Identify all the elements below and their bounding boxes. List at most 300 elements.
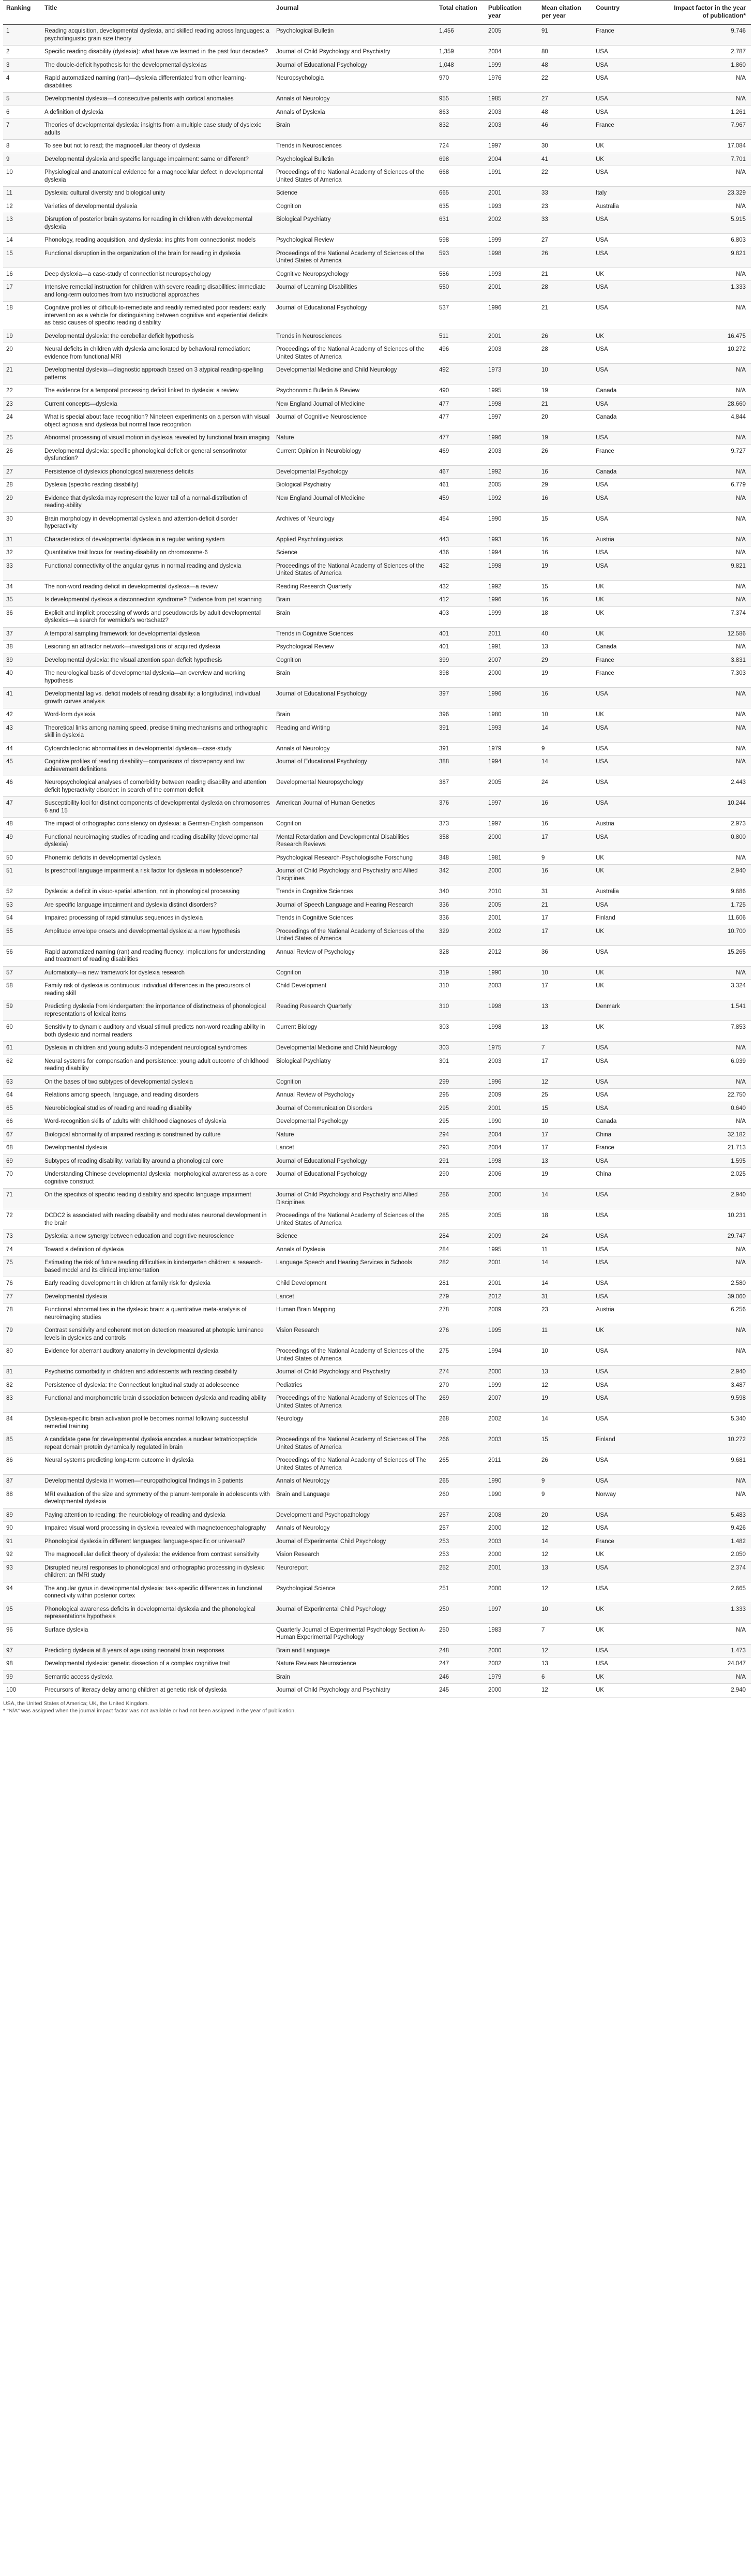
cell-publication-year: 2000	[485, 831, 538, 851]
cell-mean-citation: 46	[538, 119, 593, 140]
cell-ranking: 32	[3, 546, 41, 560]
cell-mean-citation: 10	[538, 364, 593, 384]
cell-ranking: 57	[3, 966, 41, 980]
cell-ranking: 34	[3, 580, 41, 594]
cell-country: USA	[593, 945, 668, 966]
cell-mean-citation: 10	[538, 1603, 593, 1623]
cell-impact-factor: 5.483	[668, 1508, 751, 1522]
cell-impact-factor: 24.047	[668, 1657, 751, 1671]
cell-ranking: 11	[3, 187, 41, 200]
table-row	[3, 1413, 751, 1433]
cell-country: UK	[593, 865, 668, 885]
table-row	[3, 708, 751, 722]
cell-mean-citation: 12	[538, 1522, 593, 1535]
cell-country: UK	[593, 140, 668, 153]
cell-journal: Developmental Medicine and Child Neurology	[273, 1042, 436, 1055]
cell-journal: Developmental Medicine and Child Neurology	[273, 364, 436, 384]
cell-publication-year: 2009	[485, 1304, 538, 1324]
cell-mean-citation: 16	[538, 865, 593, 885]
cell-ranking: 63	[3, 1075, 41, 1089]
cell-ranking: 55	[3, 925, 41, 945]
cell-total-citation: 294	[436, 1128, 485, 1142]
cell-total-citation: 286	[436, 1189, 485, 1209]
cell-mean-citation: 14	[538, 756, 593, 776]
table-row	[3, 1000, 751, 1021]
cell-title: Intensive remedial instruction for children with severe reading disabilities: immediate and long-term outcomes from two instructional approaches	[41, 281, 273, 302]
cell-ranking: 29	[3, 492, 41, 512]
table-row	[3, 411, 751, 432]
cell-title: Semantic access dyslexia	[41, 1670, 273, 1684]
cell-country: USA	[593, 46, 668, 59]
cell-journal: Lancet	[273, 1142, 436, 1155]
cell-total-citation: 403	[436, 606, 485, 627]
cell-total-citation: 635	[436, 200, 485, 213]
cell-country: USA	[593, 234, 668, 247]
cell-publication-year: 2000	[485, 1366, 538, 1379]
cell-journal: Journal of Speech Language and Hearing Research	[273, 898, 436, 912]
cell-total-citation: 282	[436, 1256, 485, 1277]
cell-ranking: 9	[3, 153, 41, 166]
cell-ranking: 87	[3, 1475, 41, 1488]
cell-mean-citation: 11	[538, 1324, 593, 1345]
cell-impact-factor: N/A	[668, 512, 751, 533]
cell-ranking: 90	[3, 1522, 41, 1535]
cell-ranking: 47	[3, 797, 41, 818]
cell-publication-year: 2002	[485, 925, 538, 945]
cell-total-citation: 348	[436, 851, 485, 865]
cell-country: USA	[593, 1256, 668, 1277]
cell-title: A definition of dyslexia	[41, 106, 273, 119]
cell-ranking: 100	[3, 1684, 41, 1697]
cell-journal: Journal of Educational Psychology	[273, 58, 436, 72]
cell-total-citation: 265	[436, 1475, 485, 1488]
cell-publication-year: 2007	[485, 654, 538, 667]
cell-ranking: 51	[3, 865, 41, 885]
cell-journal: Annals of Neurology	[273, 93, 436, 106]
table-row	[3, 945, 751, 966]
cell-mean-citation: 17	[538, 925, 593, 945]
cell-total-citation: 265	[436, 1454, 485, 1475]
cell-mean-citation: 48	[538, 58, 593, 72]
cell-impact-factor: 2.665	[668, 1582, 751, 1603]
cell-country: USA	[593, 1089, 668, 1102]
table-row	[3, 46, 751, 59]
cell-ranking: 35	[3, 594, 41, 607]
table-row	[3, 465, 751, 479]
cell-mean-citation: 18	[538, 1209, 593, 1230]
table-row	[3, 25, 751, 46]
cell-total-citation: 586	[436, 268, 485, 281]
cell-impact-factor: N/A	[668, 1042, 751, 1055]
cell-ranking: 24	[3, 411, 41, 432]
cell-country: Norway	[593, 1488, 668, 1508]
cell-title: DCDC2 is associated with reading disability and modulates neuronal development in the brain	[41, 1209, 273, 1230]
cell-mean-citation: 27	[538, 93, 593, 106]
cell-journal: Child Development	[273, 1277, 436, 1291]
cell-impact-factor: 1.473	[668, 1644, 751, 1657]
cell-title: Functional abnormalities in the dyslexic brain: a quantitative meta-analysis of neuroimaging studies	[41, 1304, 273, 1324]
cell-title: Are specific language impairment and dyslexia distinct disorders?	[41, 898, 273, 912]
cell-mean-citation: 10	[538, 1115, 593, 1129]
table-row	[3, 1366, 751, 1379]
cell-ranking: 81	[3, 1366, 41, 1379]
cell-publication-year: 2004	[485, 46, 538, 59]
cell-ranking: 7	[3, 119, 41, 140]
cell-impact-factor: N/A	[668, 465, 751, 479]
table-row	[3, 831, 751, 851]
cell-country: UK	[593, 1623, 668, 1644]
cell-total-citation: 295	[436, 1102, 485, 1115]
cell-country: USA	[593, 1657, 668, 1671]
cell-total-citation: 593	[436, 247, 485, 268]
cell-country: USA	[593, 281, 668, 302]
cell-country: UK	[593, 1324, 668, 1345]
cell-title: The double-deficit hypothesis for the developmental dyslexias	[41, 58, 273, 72]
cell-total-citation: 668	[436, 166, 485, 187]
cell-mean-citation: 26	[538, 330, 593, 343]
cell-mean-citation: 41	[538, 153, 593, 166]
cell-ranking: 17	[3, 281, 41, 302]
cell-ranking: 5	[3, 93, 41, 106]
cell-country: France	[593, 667, 668, 688]
cell-title: A temporal sampling framework for developmental dyslexia	[41, 627, 273, 641]
table-row	[3, 1684, 751, 1697]
cell-journal: Cognition	[273, 818, 436, 831]
cell-country: USA	[593, 1189, 668, 1209]
cell-mean-citation: 9	[538, 851, 593, 865]
cell-impact-factor: N/A	[668, 200, 751, 213]
cell-title: Predicting dyslexia at 8 years of age using neonatal brain responses	[41, 1644, 273, 1657]
cell-title: Functional disruption in the organization of the brain for reading in dyslexia	[41, 247, 273, 268]
cell-country: France	[593, 654, 668, 667]
cell-mean-citation: 26	[538, 445, 593, 465]
cell-publication-year: 2002	[485, 213, 538, 234]
cell-ranking: 49	[3, 831, 41, 851]
table-row	[3, 1657, 751, 1671]
cell-title: Understanding Chinese developmental dyslexia: morphological awareness as a core cognitive construct	[41, 1168, 273, 1189]
cell-journal: Psychological Bulletin	[273, 25, 436, 46]
cell-journal: Proceedings of the National Academy of Sciences of the United States of America	[273, 559, 436, 580]
cell-journal: Nature Reviews Neuroscience	[273, 1657, 436, 1671]
cell-country: UK	[593, 606, 668, 627]
header-publication-year: Publication year	[485, 1, 538, 25]
cell-impact-factor: 0.640	[668, 1102, 751, 1115]
cell-country: UK	[593, 330, 668, 343]
table-row	[3, 1582, 751, 1603]
cell-title: Dyslexia: a new synergy between education and cognitive neuroscience	[41, 1230, 273, 1243]
cell-impact-factor: 7.701	[668, 153, 751, 166]
cell-country: Italy	[593, 187, 668, 200]
cell-journal: Proceedings of the National Academy of Sciences of the United States of America	[273, 343, 436, 364]
cell-publication-year: 1994	[485, 756, 538, 776]
table-row	[3, 72, 751, 93]
cell-total-citation: 295	[436, 1089, 485, 1102]
cell-impact-factor: 7.374	[668, 606, 751, 627]
cell-publication-year: 2000	[485, 1522, 538, 1535]
cell-total-citation: 250	[436, 1623, 485, 1644]
cell-mean-citation: 24	[538, 776, 593, 797]
cell-publication-year: 2001	[485, 1277, 538, 1291]
cell-publication-year: 2005	[485, 1209, 538, 1230]
cell-mean-citation: 16	[538, 465, 593, 479]
cell-impact-factor: 9.746	[668, 25, 751, 46]
cell-journal: Proceedings of the National Academy of Sciences of The United States of America	[273, 1433, 436, 1454]
cell-total-citation: 490	[436, 384, 485, 398]
cell-journal: Psychological Research-Psychologische Forschung	[273, 851, 436, 865]
cell-journal: Trends in Cognitive Sciences	[273, 912, 436, 925]
cell-journal: Psychological Review	[273, 641, 436, 654]
cell-total-citation: 376	[436, 797, 485, 818]
table-row	[3, 606, 751, 627]
cell-country: France	[593, 445, 668, 465]
cell-title: Disrupted neural responses to phonological and orthographic processing in dyslexic children: an fMRI study	[41, 1561, 273, 1582]
cell-ranking: 33	[3, 559, 41, 580]
table-row	[3, 1603, 751, 1623]
cell-total-citation: 319	[436, 966, 485, 980]
cell-impact-factor: 10.700	[668, 925, 751, 945]
cell-ranking: 36	[3, 606, 41, 627]
cell-title: Is developmental dyslexia a disconnection syndrome? Evidence from pet scanning	[41, 594, 273, 607]
cell-impact-factor: N/A	[668, 492, 751, 512]
cell-impact-factor: 2.050	[668, 1548, 751, 1562]
cell-total-citation: 284	[436, 1230, 485, 1243]
cell-country: USA	[593, 364, 668, 384]
cell-publication-year: 2007	[485, 1392, 538, 1413]
cell-country: USA	[593, 1366, 668, 1379]
cell-title: The evidence for a temporal processing deficit linked to dyslexia: a review	[41, 384, 273, 398]
cell-journal: Annals of Neurology	[273, 742, 436, 756]
cell-country: UK	[593, 966, 668, 980]
cell-mean-citation: 17	[538, 1055, 593, 1075]
table-row	[3, 1243, 751, 1256]
cell-ranking: 1	[3, 25, 41, 46]
cell-publication-year: 1979	[485, 1670, 538, 1684]
cell-journal: Annals of Dyslexia	[273, 106, 436, 119]
cell-title: Estimating the risk of future reading difficulties in kindergarten children: a research-based model and its clinical implementation	[41, 1256, 273, 1277]
cell-mean-citation: 14	[538, 1189, 593, 1209]
table-row	[3, 851, 751, 865]
cell-country: Austria	[593, 533, 668, 546]
cell-publication-year: 2009	[485, 1089, 538, 1102]
table-row	[3, 1548, 751, 1562]
cell-impact-factor: N/A	[668, 533, 751, 546]
table-row	[3, 119, 751, 140]
cell-ranking: 4	[3, 72, 41, 93]
cell-title: Cognitive profiles of difficult-to-remediate and readily remediated poor readers: early intervention as a vehicle for distinguishing between cognitive and experiential deficits as basic causes of specific reading disability	[41, 302, 273, 330]
cell-journal: Cognitive Neuropsychology	[273, 268, 436, 281]
table-row	[3, 445, 751, 465]
cell-publication-year: 1992	[485, 580, 538, 594]
table-row	[3, 1168, 751, 1189]
cell-mean-citation: 19	[538, 559, 593, 580]
cell-country: UK	[593, 153, 668, 166]
cell-title: Neurobiological studies of reading and reading disability	[41, 1102, 273, 1115]
cell-mean-citation: 14	[538, 1256, 593, 1277]
cell-impact-factor: N/A	[668, 1243, 751, 1256]
cell-ranking: 15	[3, 247, 41, 268]
cell-ranking: 37	[3, 627, 41, 641]
cell-publication-year: 1990	[485, 1475, 538, 1488]
cell-title: Psychiatric comorbidity in children and adolescents with reading disability	[41, 1366, 273, 1379]
cell-mean-citation: 10	[538, 1345, 593, 1366]
table-row	[3, 187, 751, 200]
cell-mean-citation: 12	[538, 1684, 593, 1697]
cell-total-citation: 398	[436, 667, 485, 688]
cell-title: Developmental dyslexia: genetic dissection of a complex cognitive trait	[41, 1657, 273, 1671]
cell-impact-factor: N/A	[668, 641, 751, 654]
header-impact-factor: Impact factor in the year of publication*	[668, 1, 751, 25]
cell-ranking: 31	[3, 533, 41, 546]
cell-journal: Journal of Child Psychology and Psychiatry	[273, 1684, 436, 1697]
cell-title: Dyslexia in children and young adults-3 independent neurological syndromes	[41, 1042, 273, 1055]
cell-country: USA	[593, 559, 668, 580]
cell-ranking: 12	[3, 200, 41, 213]
table-row	[3, 1102, 751, 1115]
cell-impact-factor: 9.598	[668, 1392, 751, 1413]
cell-publication-year: 1998	[485, 397, 538, 411]
cell-mean-citation: 12	[538, 1379, 593, 1392]
cell-impact-factor: N/A	[668, 302, 751, 330]
cell-total-citation: 252	[436, 1561, 485, 1582]
cell-total-citation: 443	[436, 533, 485, 546]
table-row	[3, 93, 751, 106]
cell-title: Word-form dyslexia	[41, 708, 273, 722]
cell-publication-year: 1995	[485, 1324, 538, 1345]
cell-journal: New England Journal of Medicine	[273, 397, 436, 411]
cell-total-citation: 279	[436, 1290, 485, 1304]
cell-country: UK	[593, 594, 668, 607]
cell-publication-year: 2002	[485, 1657, 538, 1671]
cell-ranking: 38	[3, 641, 41, 654]
cell-publication-year: 1995	[485, 1243, 538, 1256]
cell-country: USA	[593, 1075, 668, 1089]
cell-journal: Psychological Science	[273, 1582, 436, 1603]
cell-ranking: 92	[3, 1548, 41, 1562]
cell-total-citation: 467	[436, 465, 485, 479]
cell-country: USA	[593, 1243, 668, 1256]
table-row	[3, 1115, 751, 1129]
cell-total-citation: 832	[436, 119, 485, 140]
cell-publication-year: 1983	[485, 1623, 538, 1644]
cell-ranking: 75	[3, 1256, 41, 1277]
cell-impact-factor: 2.940	[668, 1189, 751, 1209]
table-body	[3, 25, 751, 1697]
cell-ranking: 84	[3, 1413, 41, 1433]
cell-journal: Journal of Child Psychology and Psychiatry and Allied Disciplines	[273, 865, 436, 885]
cell-title: Characteristics of developmental dyslexia in a regular writing system	[41, 533, 273, 546]
cell-ranking: 16	[3, 268, 41, 281]
table-row	[3, 1522, 751, 1535]
cell-impact-factor: N/A	[668, 594, 751, 607]
cell-country: USA	[593, 302, 668, 330]
table-row	[3, 1508, 751, 1522]
table-row	[3, 302, 751, 330]
cell-mean-citation: 13	[538, 1366, 593, 1379]
cell-total-citation: 303	[436, 1042, 485, 1055]
cell-ranking: 73	[3, 1230, 41, 1243]
cell-impact-factor: 9.821	[668, 559, 751, 580]
cell-publication-year: 1999	[485, 606, 538, 627]
cell-country: UK	[593, 1670, 668, 1684]
cell-title: Surface dyslexia	[41, 1623, 273, 1644]
cell-total-citation: 550	[436, 281, 485, 302]
cell-publication-year: 1996	[485, 1075, 538, 1089]
table-row	[3, 756, 751, 776]
cell-impact-factor: 28.660	[668, 397, 751, 411]
cell-total-citation: 698	[436, 153, 485, 166]
header-country: Country	[593, 1, 668, 25]
cell-publication-year: 2000	[485, 1644, 538, 1657]
cell-journal: Proceedings of the National Academy of Sciences of The United States of America	[273, 1392, 436, 1413]
cell-ranking: 41	[3, 688, 41, 708]
cell-impact-factor: N/A	[668, 72, 751, 93]
table-row	[3, 213, 751, 234]
cell-total-citation: 257	[436, 1522, 485, 1535]
table-row	[3, 1379, 751, 1392]
cell-mean-citation: 16	[538, 546, 593, 560]
cell-publication-year: 1976	[485, 72, 538, 93]
cell-mean-citation: 16	[538, 688, 593, 708]
cell-total-citation: 459	[436, 492, 485, 512]
cell-title: Physiological and anatomical evidence for a magnocellular defect in developmental dyslexia	[41, 166, 273, 187]
cell-ranking: 62	[3, 1055, 41, 1075]
cell-mean-citation: 33	[538, 187, 593, 200]
cell-ranking: 74	[3, 1243, 41, 1256]
cell-journal: Science	[273, 1230, 436, 1243]
cell-title: Dyslexia: cultural diversity and biological unity	[41, 187, 273, 200]
cell-impact-factor: 1.541	[668, 1000, 751, 1021]
cell-impact-factor: 10.272	[668, 1433, 751, 1454]
cell-impact-factor: 5.340	[668, 1413, 751, 1433]
table-row	[3, 1475, 751, 1488]
cell-journal: Annals of Neurology	[273, 1475, 436, 1488]
cell-publication-year: 2006	[485, 1168, 538, 1189]
cell-country: USA	[593, 93, 668, 106]
cell-total-citation: 248	[436, 1644, 485, 1657]
cell-publication-year: 1981	[485, 851, 538, 865]
cell-title: Specific reading disability (dyslexia): what have we learned in the past four decades?	[41, 46, 273, 59]
cell-journal: Proceedings of the National Academy of Sciences of the United States of America	[273, 166, 436, 187]
cell-impact-factor: N/A	[668, 742, 751, 756]
cell-country: USA	[593, 1561, 668, 1582]
cell-total-citation: 293	[436, 1142, 485, 1155]
table-row	[3, 966, 751, 980]
table-row	[3, 594, 751, 607]
cell-impact-factor: 10.244	[668, 797, 751, 818]
cell-impact-factor: 6.779	[668, 479, 751, 492]
cell-title: Subtypes of reading disability: variability around a phonological core	[41, 1154, 273, 1168]
cell-journal: Journal of Child Psychology and Psychiatry and Allied Disciplines	[273, 1189, 436, 1209]
cell-impact-factor: 39.060	[668, 1290, 751, 1304]
cell-title: Phonemic deficits in developmental dyslexia	[41, 851, 273, 865]
cell-title: MRI evaluation of the size and symmetry of the planum-temporale in adolescents with developmental dyslexia	[41, 1488, 273, 1508]
table-row	[3, 1075, 751, 1089]
cell-journal: Applied Psycholinguistics	[273, 533, 436, 546]
cell-ranking: 71	[3, 1189, 41, 1209]
cell-journal: Journal of Educational Psychology	[273, 1154, 436, 1168]
table-row	[3, 1304, 751, 1324]
cell-journal: Current Biology	[273, 1021, 436, 1042]
cell-publication-year: 1992	[485, 465, 538, 479]
cell-total-citation: 631	[436, 213, 485, 234]
cell-publication-year: 2005	[485, 25, 538, 46]
cell-mean-citation: 19	[538, 1392, 593, 1413]
cell-publication-year: 2008	[485, 1508, 538, 1522]
cell-mean-citation: 15	[538, 1433, 593, 1454]
cell-country: USA	[593, 831, 668, 851]
table-row	[3, 1644, 751, 1657]
cell-total-citation: 260	[436, 1488, 485, 1508]
